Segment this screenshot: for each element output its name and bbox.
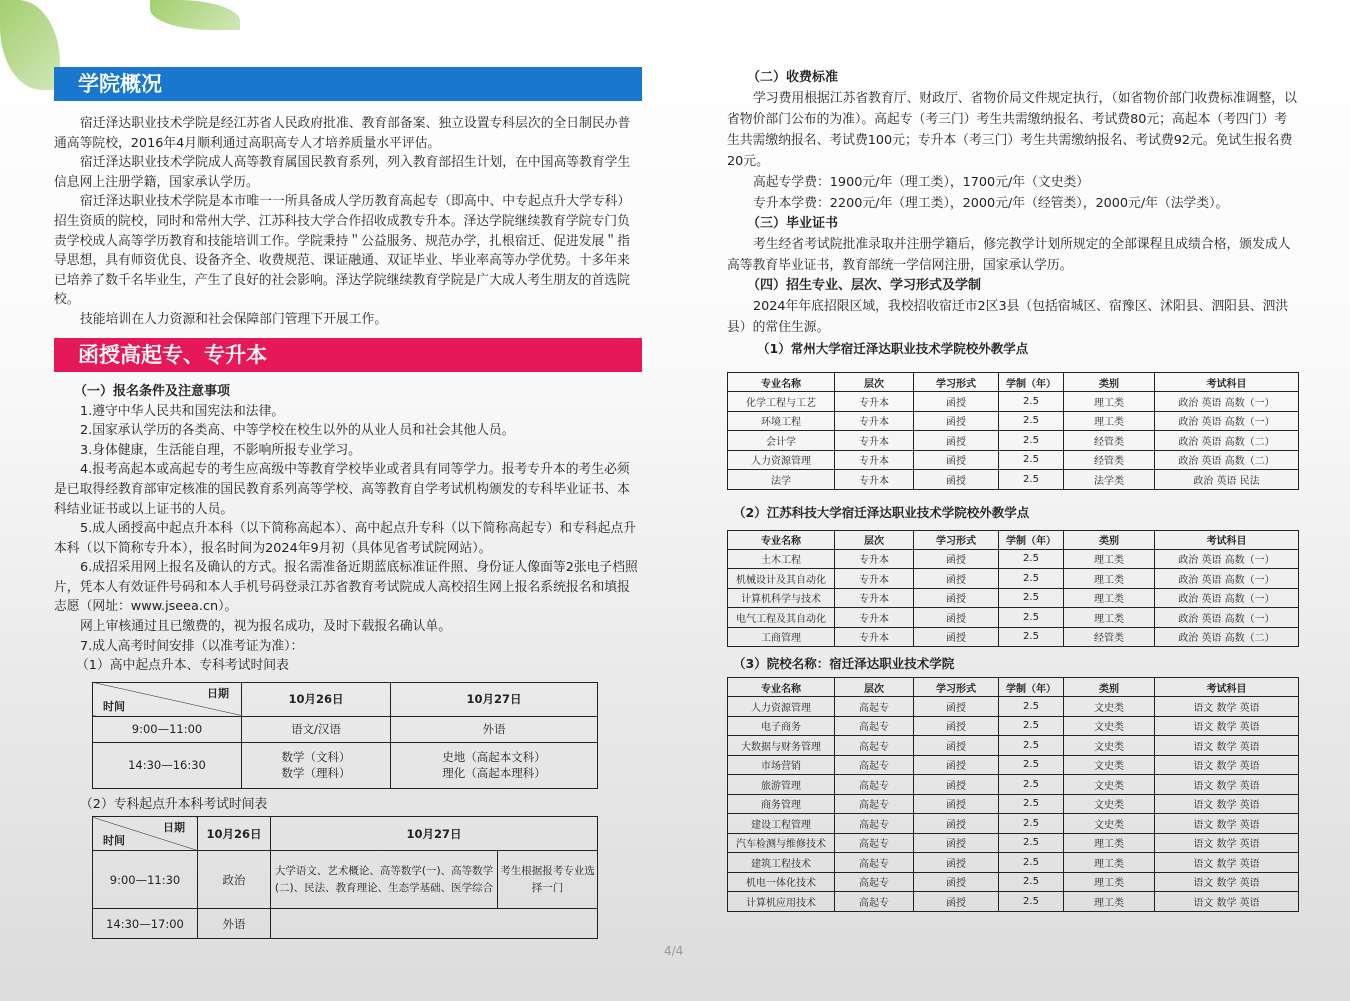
table-cell: 政治 英语 高数（二） [1155,450,1299,470]
table-cell: 函授 [914,608,999,628]
table-cell: 文史类 [1064,814,1155,834]
table-cell: 2.5 [999,833,1064,853]
cell-line: 数学（理科） [281,766,351,781]
table-cell: 文史类 [1064,697,1155,717]
table-cell: 外语 [198,909,271,939]
table-cell: 2.5 [999,470,1064,490]
table-header: 专业名称 [728,530,835,549]
table-cell: 政治 英语 高数（一） [1155,392,1299,412]
list-item: 4.报考高起本或高起专的考生应高级中等教育学校毕业或者具有同等学力。报考专升本的考生必须是已取得经教育部审定核准的国民教育系列高等学校、高等教育自学考试机构颁发的专科毕业证书、本科结业证书或以上证书的人员。 [54,462,630,517]
table-cell: 函授 [914,755,999,775]
list-item: 3.身体健康，生活能自理，不影响所报专业学习。 [80,442,361,458]
section-heading: （一）报名条件及注意事项 [74,383,231,399]
table-cell: 经管类 [1064,627,1155,647]
left-column [54,0,642,939]
table-cell: 理工类 [1064,608,1155,628]
table-row [728,814,1299,834]
table-header: 学制（年） [999,530,1064,549]
table-row [728,833,1299,853]
fee-block [727,68,1299,358]
table-cell: 机电一体化技术 [728,872,835,892]
table-cell: 高起专 [835,697,914,717]
table-cell: 文史类 [1064,775,1155,795]
table-cell: 理工类 [1064,853,1155,873]
table-cell: 语文 数学 英语 [1155,716,1299,736]
table-header: 10月27日 [391,682,598,716]
table-cell: 2.5 [999,736,1064,756]
table-header: 类别 [1064,678,1155,697]
table-cell: 2.5 [999,892,1064,912]
table-cell: 高起专 [835,892,914,912]
table-cell: 理工类 [1064,411,1155,431]
table-cell: 专升本 [835,392,914,412]
table-cell: 语文 数学 英语 [1155,853,1299,873]
table-header: 层次 [835,530,914,549]
table-cell: 语文 数学 英语 [1155,892,1299,912]
table-cell: 市场营销 [728,755,835,775]
table-row [728,872,1299,892]
table-cell: 高起专 [835,872,914,892]
table-cell: 函授 [914,775,999,795]
table-cell: 政治 英语 民法 [1155,470,1299,490]
paragraph: 学习费用根据江苏省教育厅、财政厅、省物价局文件规定执行，（如省物价部门收费标准调整，以省物价部门公布的为准）。高起专（考三门）考生共需缴纳报名、考试费80元；高起本（考四门）考生共需缴纳报名、考试费100元；专升本（考三门）考生共需缴纳报名、考试费92元。免试生报名费20元。 [727,91,1297,169]
table-row [728,716,1299,736]
list-item: 5.成人函授高中起点升本科（以下简称高起本）、高中起点升专科（以下简称高起专）和专科起点升本科（以下简称专升本），报名时间为2024年9月初（具体见省考试院网站）。 [54,521,637,556]
table-cell: 理工类 [1064,872,1155,892]
table-cell: 建设工程管理 [728,814,835,834]
table-cell: 函授 [914,431,999,451]
table-cell: 理工类 [1064,569,1155,589]
table-header: 考试科目 [1155,678,1299,697]
table-cell: 14:30—16:30 [93,742,242,788]
table-header: 学习形式 [914,678,999,697]
table-cell: 高起专 [835,814,914,834]
table-row [728,775,1299,795]
table-row [728,450,1299,470]
majors-table-changzhou [727,372,1299,490]
table-cell: 2.5 [999,794,1064,814]
table-cell: 9:00—11:30 [93,851,198,909]
table-cell: 法学类 [1064,470,1155,490]
table-cell: 专升本 [835,608,914,628]
table-cell: 语文 数学 英语 [1155,814,1299,834]
corner-date: 日期 [163,821,185,835]
paragraph: 2024年年底招限区域，我校招收宿迁市2区3县（包括宿城区、宿豫区、沭阳县、泗阳县、泗洪县）的常住生源。 [727,299,1289,335]
table-cell: 大数据与财务管理 [728,736,835,756]
table-cell: 14:30—17:00 [93,909,198,939]
table-cell: 经管类 [1064,431,1155,451]
list-item: 网上审核通过且已缴费的，视为报名成功，及时下载报名确认单。 [80,619,452,635]
table-cell: 大学语文、艺术概论、高等数学(一)、高等数学(二)、民法、教育理论、生态学基础、医学综合 [271,851,498,909]
table-row [728,627,1299,647]
table-cell: 2.5 [999,450,1064,470]
exam-schedule-table-2 [92,816,598,939]
table-cell: 2.5 [999,775,1064,795]
table-cell: 专升本 [835,411,914,431]
table-cell: 旅游管理 [728,775,835,795]
table-header: 学制（年） [999,373,1064,392]
table-cell: 理工类 [1064,549,1155,569]
table-cell: 汽车检测与维修技术 [728,833,835,853]
table-cell: 2.5 [999,411,1064,431]
table-cell: 理工类 [1064,392,1155,412]
table-cell: 语文 数学 英语 [1155,775,1299,795]
table-cell: 语文 数学 英语 [1155,755,1299,775]
table-header: 10月26日 [242,682,391,716]
table-cell: 专升本 [835,627,914,647]
paragraph: 考生经省考试院批准录取并注册学籍后，修完教学计划所规定的全部课程且成绩合格，颁发成人高等教育毕业证书，教育部统一学信网注册，国家承认学历。 [727,237,1291,273]
table-header: 10月26日 [198,817,271,851]
table-row [728,755,1299,775]
table-cell: 高起专 [835,736,914,756]
table-cell: 外语 [391,716,598,742]
table-cell: 专升本 [835,588,914,608]
table-cell: 机械设计及其自动化 [728,569,835,589]
list-item: 6.成招采用网上报名及确认的方式。报名需准备近期蓝底标准证件照、身份证人像面等2张电子档照片，凭本人有效证件号码和本人手机号码登录江苏省教育考试院成人高校招生网上报名系统报名和填报志愿（网址：www.jseea.cn）。 [54,560,638,615]
table-corner [93,682,242,716]
table-cell: 函授 [914,853,999,873]
table-cell: 语文 数学 英语 [1155,697,1299,717]
exam-schedule-table-1 [92,682,598,789]
table-cell: 函授 [914,892,999,912]
table-row [728,794,1299,814]
table-cell: 函授 [914,569,999,589]
table-cell: 考生根据报考专业选择一门 [498,851,598,909]
table-cell: 语文 数学 英语 [1155,833,1299,853]
table-cell: 函授 [914,549,999,569]
paragraph: 宿迁泽达职业技术学院是本市唯一一所具备成人学历教育高起专（即高中、中专起点升大学专科）招生资质的院校，同时和常州大学、江苏科技大学合作招收成教专升本。泽达学院继续教育学院专门负责学校成人高等学历教育和技能培训工作。学院秉持＂公益服务、规范办学，扎根宿迁、促进发展＂指导思想，具有师资优良、设备齐全、收费规范、课证融通、双证毕业、毕业率高等办学优势。十多年来已培养了数千名毕业生，产生了良好的社会影响。泽达学院继续教育学院是广大成人考生朋友的首选院校。 [54,194,631,308]
table-row [728,588,1299,608]
table-cell: 政治 英语 高数（一） [1155,569,1299,589]
table-cell: 政治 英语 高数（一） [1155,608,1299,628]
group-title: （1）常州大学宿迁泽达职业技术学院校外教学点 [757,341,1029,356]
table-row [728,470,1299,490]
table-cell: 计算机科学与技术 [728,588,835,608]
table-cell: 专升本 [835,549,914,569]
table-header: 考试科目 [1155,530,1299,549]
table-cell: 商务管理 [728,794,835,814]
table-cell: 语文 数学 英语 [1155,736,1299,756]
table-cell: 政治 英语 高数（一） [1155,549,1299,569]
table-cell: 文史类 [1064,716,1155,736]
table-cell: 2.5 [999,431,1064,451]
table-cell: 函授 [914,450,999,470]
table-cell: 理工类 [1064,588,1155,608]
table-row [728,697,1299,717]
table-cell: 语文 数学 英语 [1155,872,1299,892]
table-cell: 政治 英语 高数（二） [1155,431,1299,451]
table-cell: 函授 [914,794,999,814]
corner-time: 时间 [103,834,125,848]
cell-line: 史地（高起本文科） [442,750,546,765]
table-cell: 文史类 [1064,736,1155,756]
page-number: 4/4 [664,944,684,958]
table-cell: 电子商务 [728,716,835,736]
table-cell: 高起专 [835,833,914,853]
table-cell: 函授 [914,392,999,412]
table-cell: 语文 数学 英语 [1155,794,1299,814]
majors-table-jiangsu-kejida [727,530,1299,648]
table-cell: 文史类 [1064,755,1155,775]
table-cell: 函授 [914,736,999,756]
table-cell: 专升本 [835,470,914,490]
table-cell: 专升本 [835,569,914,589]
table-cell: 人力资源管理 [728,697,835,717]
table-cell: 2.5 [999,608,1064,628]
table-cell: 高起专 [835,853,914,873]
majors-table-zeda [727,677,1299,912]
table-cell: 工商管理 [728,627,835,647]
table-cell: 电气工程及其自动化 [728,608,835,628]
table-cell: 高起专 [835,716,914,736]
table-cell: 函授 [914,627,999,647]
table-header: 层次 [835,678,914,697]
corner-date: 日期 [207,686,229,700]
table-cell: 2.5 [999,392,1064,412]
group-title: （2）江苏科技大学宿迁泽达职业技术学院校外教学点 [733,504,1030,520]
cell-line: 理化（高起本理科） [442,766,546,781]
table-cell: 函授 [914,470,999,490]
table-row [728,569,1299,589]
table-header: 专业名称 [728,373,835,392]
table-cell: 2.5 [999,569,1064,589]
table-cell [391,742,598,788]
table-cell: 高起专 [835,794,914,814]
table-cell: 土木工程 [728,549,835,569]
table-cell: 2.5 [999,549,1064,569]
table-row [728,411,1299,431]
table-cell: 政治 英语 高数（二） [1155,627,1299,647]
table-cell: 2.5 [999,814,1064,834]
section-heading: （四）招生专业、层次、学习形式及学制 [747,278,982,293]
table-header: 学制（年） [999,678,1064,697]
table-cell: 函授 [914,588,999,608]
section-banner-correspondence: 函授高起专、专升本 [54,338,642,372]
cell-line: 数学（文科） [281,750,351,765]
table-cell: 经管类 [1064,450,1155,470]
table-row [728,392,1299,412]
table-row [728,853,1299,873]
table-row [728,892,1299,912]
table-header: 10月27日 [271,817,598,851]
table-cell: 2.5 [999,755,1064,775]
table-cell: 高起专 [835,755,914,775]
table-cell: 函授 [914,697,999,717]
section-banner-overview: 学院概况 [54,67,642,101]
list-item: 2.国家承认学历的各类高、中等学校在校生以外的从业人员和社会其他人员。 [80,423,515,439]
table-cell: 2.5 [999,588,1064,608]
table-header: 专业名称 [728,678,835,697]
conditions-block [54,382,642,676]
table-cell: 2.5 [999,872,1064,892]
table-cell: 专升本 [835,431,914,451]
table-cell: 函授 [914,833,999,853]
table-cell: 2.5 [999,627,1064,647]
table-cell: 计算机应用技术 [728,892,835,912]
group-title: （3）院校名称：宿迁泽达职业技术学院 [733,656,955,671]
table-cell: 函授 [914,872,999,892]
table-header: 考试科目 [1155,373,1299,392]
table-cell: 理工类 [1064,833,1155,853]
list-item: 7.成人高考时间安排（以准考证为准）： [80,638,304,654]
right-column [727,0,1299,912]
table-cell [271,909,598,939]
corner-time: 时间 [103,699,125,713]
list-item: 1.遵守中华人民共和国宪法和法律。 [80,403,285,419]
table-cell: 函授 [914,814,999,834]
paragraph: 宿迁泽达职业技术学院是经江苏省人民政府批准、教育部备案、独立设置专科层次的全日制民办普通高等院校，2016年4月顺利通过高职高专人才培养质量水平评估。 [54,116,631,151]
table-header: 学习形式 [914,373,999,392]
table-cell: 建筑工程技术 [728,853,835,873]
table-cell: 会计学 [728,431,835,451]
table-cell: 专升本 [835,450,914,470]
table-cell: 高起专 [835,775,914,795]
table-cell: 政治 [198,851,271,909]
table-row [728,549,1299,569]
paragraph: 高起专学费：1900元/年（理工类），1700元/年（文史类） [753,175,1090,190]
table-cell: 化学工程与工艺 [728,392,835,412]
table-cell: 环境工程 [728,411,835,431]
table-cell: 语文/汉语 [242,716,391,742]
paragraph: 专升本学费：2200元/年（理工类），2000元/年（经管类），2000元/年（法学类）。 [753,196,1229,211]
section-heading: （二）收费标准 [747,70,839,85]
paragraph: 宿迁泽达职业技术学院成人高等教育属国民教育系列，列入教育部招生计划，在中国高等教育学生信息网上注册学籍，国家承认学历。 [54,155,631,190]
table-cell: 人力资源管理 [728,450,835,470]
section-heading: （三）毕业证书 [747,216,839,231]
overview-text [54,114,642,330]
table-row [728,736,1299,756]
table-row [728,608,1299,628]
table-cell: 9:00—11:00 [93,716,242,742]
table-header: 类别 [1064,373,1155,392]
table-cell: 函授 [914,411,999,431]
table-caption: （1）高中起点升本、专科考试时间表 [76,658,289,674]
table-cell: 政治 英语 高数（一） [1155,588,1299,608]
table-header: 层次 [835,373,914,392]
table-header: 学习形式 [914,530,999,549]
table-cell: 文史类 [1064,794,1155,814]
table-header: 类别 [1064,530,1155,549]
table-row [728,431,1299,451]
table-cell: 政治 英语 高数（一） [1155,411,1299,431]
table-cell: 2.5 [999,853,1064,873]
table-cell: 法学 [728,470,835,490]
table-cell: 2.5 [999,697,1064,717]
paragraph: 技能培训在人力资源和社会保障部门管理下开展工作。 [80,311,388,327]
table-cell [242,742,391,788]
table-cell: 函授 [914,716,999,736]
table-cell: 2.5 [999,716,1064,736]
table-cell: 理工类 [1064,892,1155,912]
table-caption: （2）专科起点升本科考试时间表 [80,796,268,812]
table-corner [93,817,198,851]
